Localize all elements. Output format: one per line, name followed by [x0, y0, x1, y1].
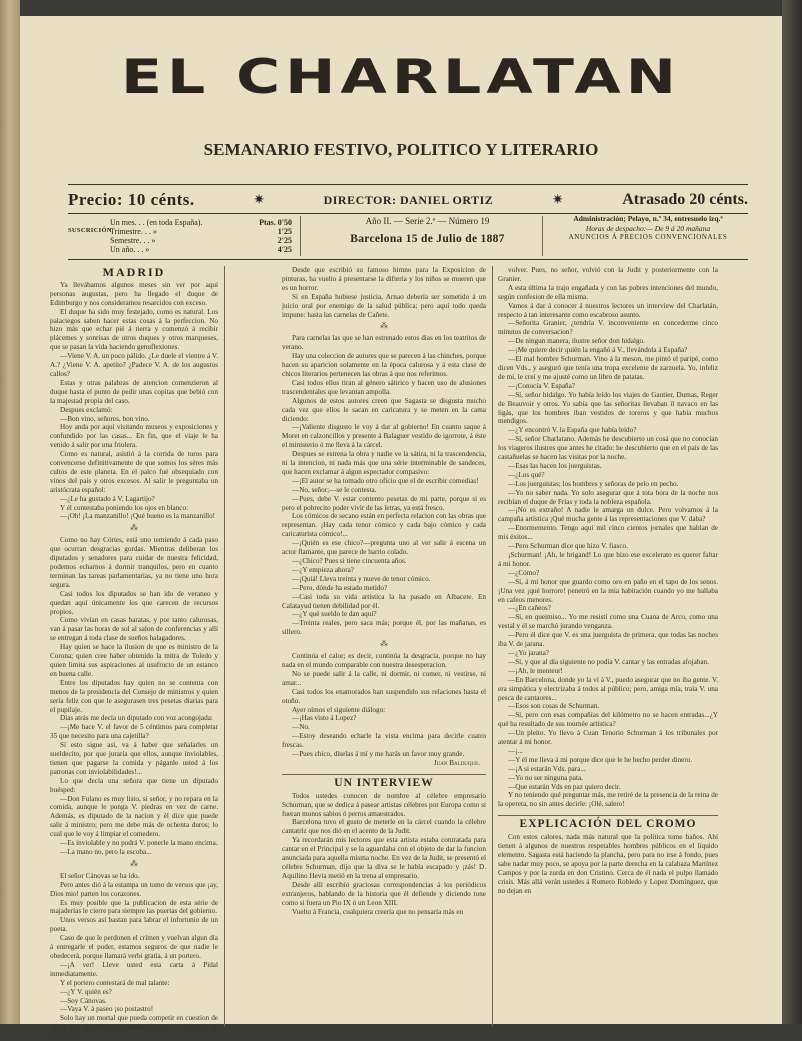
issue-info	[315, 216, 540, 245]
section-stars: ⁂	[380, 321, 388, 331]
section-title-madrid: MADRID	[102, 265, 166, 279]
subscription-row	[110, 245, 292, 254]
section-title-interview: UN INTERVIEW	[282, 774, 486, 788]
article-paragraph: Es muy posible que la publicacion de esta série de majaderías le cierre para siempre las puertas del gobierno.	[50, 898, 218, 916]
article-paragraph: —Pues chico, díselas á mí y me harás un favor muy grande.	[292, 750, 465, 759]
divider	[542, 216, 543, 256]
article-paragraph: Como es natural, asistió á la corrida de toros para convencerse definitivamente de que somos los séres más cultos de este planeta. En el palco fué obsequiado con vinos del país y otros excesos. Al salir le preguntaba un aristócrata español:	[50, 450, 218, 494]
subscription-row	[110, 218, 292, 227]
article-paragraph: —¡No es extraño! A nadie le amarga un dulce. Pero volvamos á la campaña artística ¡Qué mucha gente á las representaciones que V. daba?	[498, 506, 718, 524]
subscription-period: Un año. . . »	[110, 245, 150, 254]
article-paragraph: —¿Yo jarana?	[508, 648, 549, 657]
subscription-row	[110, 236, 292, 245]
article-paragraph: Barcelona tuvo el gusto de meterle en la cárcel cuando la célebre cantatriz que nos dió en el acento de la Judit.	[282, 818, 486, 836]
article-paragraph: Ya llevábamos algunos meses sin ver por aquí personas augustas, pero ha llegado el duque de Edimburgo y nos consideramos resarcidos con exceso.	[50, 280, 218, 307]
section-stars: ⁂	[130, 858, 138, 868]
subscription-rates	[110, 218, 292, 254]
section-stars: ⁂	[380, 639, 388, 649]
article-paragraph: Con estos calores, nada más natural que la política tome baños. Ahí tienen á algunos de nuestros respetables hombres públicos en el líquido elemento. Sagasta está haciendo la plancha, pero para no irse á fondo, pues sabe nadar muy poco, se apoya por la parte derecha en la calabaza Martínez Campos y por la zurda en don Cristino. Cerca de él nada el pulpo llamado crisis. Más allá verán ustedes á Romero Robledo y Lopez Domínguez, que no dejan en	[498, 833, 718, 895]
info-bar	[68, 188, 748, 212]
article-paragraph: —¡Quién es ese chico?—pregunta uno al ver salir á escena un actor flamante, que parece de barrio colado.	[282, 539, 486, 557]
article-paragraph: Y el portero contestará de mal talante:	[60, 978, 170, 987]
divider	[300, 216, 301, 256]
subscription-period: Trimestre. . . »	[110, 227, 157, 236]
column-divider	[492, 266, 493, 1026]
column-divider	[224, 266, 225, 1026]
article-paragraph: Desde allí escribió graciosas correspondencias á los periódicos extranjeros, hablando de la historia que él defiende y diciendo tone como si fuera un Pio IX ó un Leon XIII.	[282, 880, 486, 907]
article-paragraph: Si en España hubiese justicia, Arnao debería ser sometido á un juicio oral por enemigo de la salud pública; pero aquí todo queda impune: hasta las carnelas de Cañete.	[282, 292, 486, 319]
article-paragraph: El señor Cánovas se ha ido.	[60, 871, 140, 880]
masthead-subtitle: SEMANARIO FESTIVO, POLITICO Y LITERARIO	[203, 140, 599, 159]
article-paragraph: —Sí, señor hidalgo. Yo había leído los viajes de Gautier, Dumas, Reger de Beauvoir y otros. Yo sabía que las señoritas llevaban il navaco en las ligás, que los hombres iban vestidos de toreros y que había muchos mendigos.	[498, 390, 718, 426]
director-label: DIRECTOR: DANIEL ORTIZ	[323, 192, 494, 207]
header-bottom-rule	[68, 259, 748, 260]
subscription-price: 2'25	[277, 236, 292, 245]
article-paragraph: Despues se estrena la obra y nadie ve la sátira, ni la trascendencia, ni la intencion, ni nada más que una série interminable de sandeces, que hacen exclamar á algun espectador compasivo:	[282, 450, 486, 476]
admin-ads: ANUNCIOS Á PRECIOS CONVENCIONALES	[568, 233, 728, 241]
newspaper-page	[20, 16, 782, 1041]
article-paragraph: —Treinta reales, pero saca más; porque él, por las mañanas, es sillero.	[282, 619, 486, 637]
section-title-cromo: EXPLICACIÓN DEL CROMO	[498, 815, 718, 829]
star-separator: ✷	[253, 192, 265, 208]
top-rule	[68, 184, 748, 185]
article-paragraph: —¿Y encontró V. la España que había leído?	[508, 426, 637, 435]
article-paragraph: Entre los diputados hay quien no se contenta con menos de la presidencia del Consejo de ministros y quien sería feliz con que le asegurasen tres pesetas diarias para el pupilaje.	[50, 678, 218, 714]
article-paragraph: —¡Conocía V. España?	[508, 381, 576, 390]
article-paragraph: Continúa el calor; es decir, continúa la desgracia, porque no hay nada en el mundo comparable con nuestra desesperacion.	[282, 652, 486, 669]
page-edge	[782, 0, 802, 1024]
article-paragraph: —El mal hombre Schurman. Vino á la meson, me pintó el paripé, como dicen Vds., y aseguró que tenía una tropa excelente de zarzuela. Yo, infeliz de mí, le creí y me ajusté como un libro de patatas.	[498, 355, 718, 381]
article-paragraph: —¡A si estarán Vds. para...	[508, 764, 586, 773]
article-paragraph: —¿Y empieza ahora?	[292, 565, 354, 574]
article-paragraph: Solo hay un mortal que pueda competir en cuestion de ripios con don Antonio: intitúlase Arnao, y es poeta de nacimiento.	[50, 1014, 218, 1041]
article-paragraph: Pero antes dió á la estampa un tomo de versos que ¡ay, Dios mio! parten los corazones.	[50, 880, 218, 898]
subscription-price: 1'25	[277, 227, 292, 236]
price-label: Precio: 10 cénts.	[68, 190, 195, 209]
admin-hours: Horas de despacho:— De 9 á 20 mañana	[585, 223, 711, 233]
masthead-title: EL CHARLATAN	[121, 50, 681, 105]
subscription-price: 4'25	[277, 245, 292, 254]
article-paragraph: —¡Ah, le menteur!	[508, 666, 563, 675]
article-paragraph: —¿Chico? Pues si tiene cincuenta años.	[292, 557, 407, 565]
article-paragraph: —Bon vino, señores, bon vino.	[60, 414, 150, 423]
article-paragraph: —Esos son cosas de Schurman.	[508, 702, 600, 711]
article-paragraph: —Los juerguistas; los hombres y señoras de pelo en pecho.	[508, 479, 679, 488]
article-paragraph: Como vivían en casas baratas, y por tanto calurosas, van á pasar las horas de sol al salon de conferencias y allí se entregan á toda clase de sueños halagadores.	[50, 616, 218, 643]
back-issue-price: Atrasado 20 cénts.	[622, 191, 748, 208]
article-paragraph: —¡El autor se ha tomado otro oficio que el de escribir comedias!	[292, 476, 479, 485]
article-paragraph: —Don Fulano es muy listo, sí señor, y no repara en la comida, aunque le ponga V. piedras en vez de carne. Además, es diputado de la nacion y él dice que puede salir á ministro; pero me debe más de ochenta duros; lo cual que le voy á limpiar el comedero.	[50, 794, 218, 839]
article-paragraph: —Sí, pero con esas compañías del kilómetro no se hacen entradas...¿Y qué ha resultado de sus tournée artística?	[498, 711, 718, 729]
article-paragraph: —Estoy deseando echarle la vista encima para decirle cuatro frescas.	[282, 732, 486, 750]
article-paragraph: Hoy anda por aquí visitando museos y exposiciones y confundido por las casas... En fin, que el viaje le ha venido á salir por una friolera.	[50, 423, 218, 450]
issue-number: Año II. — Serie 2.ª — Número 19	[365, 216, 490, 226]
article-paragraph: Días atrás me decía un diputado con voz acongojada:	[60, 714, 213, 723]
article-paragraph: —¡Oh! ¡La manzanillo! ¡Qué bueno es la manzanillo!	[60, 512, 216, 521]
star-separator: ✷	[551, 192, 564, 208]
article-paragraph: —Señorita Granier, ¿tendría V. inconveniente en concederme cinco minutos de conversacion?	[498, 319, 718, 337]
article-paragraph: —En Barcelona, donde yo la ví á V., puedo asegurar que no iba gente. V. era simpática y electrizaba á todos al público; pero, amiga mía, traía V. una pesca de cantaores...	[498, 675, 718, 702]
article-paragraph: —Sí, en queimiso... Yo me resistí como una Cuana de Arco, como una vestal y él se marchó jurando venganza.	[498, 613, 718, 631]
article-paragraph: —Pero Schurman dice que hizo V. fiasco.	[508, 542, 628, 551]
article-paragraph: —Sí, y que al día siguiente no podía V. cantar y las entradas afojaban.	[508, 657, 709, 666]
article-paragraph: —Yo no saber nada. Yo solo asegurar que á tota hora de la noche nos recibían el duque de Frías y toda la nobleza española.	[498, 488, 718, 506]
article-paragraph: Desde que escribió su famoso himno para la Exposicion de pinturas, ha vuelto á presentarse la difteria y los niños se mueren que es un horror.	[282, 266, 486, 292]
article-paragraph: —Esas las hacen los juerguistas.	[508, 461, 602, 470]
article-paragraph: volver. Pues, no señor, volvió con la Judit y posteriormente con la Granier.	[498, 266, 718, 283]
article-paragraph: —De ningun manera, ilustre señor don hidalgo.	[508, 337, 645, 346]
article-paragraph: —Sí, á mi honor que guardo como oro en paño en el tapo de los senos. ¡Una vez ¡qué horrore! penetró en la mia habitación cuando yo me hallaba en cafeos menores.	[498, 577, 718, 604]
article-paragraph: —No.	[292, 723, 310, 732]
subscription-label: SUSCRICIÓN	[68, 227, 112, 234]
author-signature: Juan Balduque.	[433, 758, 480, 767]
article-paragraph: Los cómicos de secano están en perfecta relacion con las obras que representan. ¡Hay cada tenor cómico y cada bajo cómico y cada caricaturista cómico!...	[282, 512, 486, 539]
article-paragraph: —¿En cañeos?	[508, 604, 551, 613]
column-madrid	[50, 265, 218, 1041]
article-paragraph: Casi todos los diputados se han ido de veraneo y quedan aquí únicamente los que carecen de recursos propios.	[50, 589, 218, 616]
article-paragraph: Ayer oímos el siguiente diálogo:	[292, 705, 386, 714]
article-paragraph: Vamos á dar á conocer á nuestros lectores un interview del Charlatán, respecto á tan interesante como escabroso asunto.	[498, 301, 718, 319]
article-paragraph: Y no teniendo qué preguntar más, me retiré de la presencia de la reina de la opereta, no sin antes decirle: ¡Olé, salero!	[498, 791, 718, 809]
article-paragraph: Vuelto á Francia, cualquiera creería que no pensaría más en	[292, 907, 464, 916]
article-paragraph: —¿Le ha gustado á V. Lagartijo?	[60, 494, 155, 503]
subscription-row	[110, 227, 292, 236]
article-paragraph: —Enormemento. Tengo aquí mil cinco cientos jornales que hablan de mis éxitos...	[498, 524, 718, 542]
article-paragraph: Y él contestaba poniendo los ojos en blanco:	[60, 503, 189, 512]
column-center	[282, 266, 486, 1026]
article-paragraph: Casi todos los enamorados han suspendido sus relaciones hasta el otoño.	[282, 687, 486, 705]
article-paragraph: —¡Has visto á Lopez?	[292, 714, 357, 723]
column-right	[498, 266, 718, 1026]
subscription-period: Un mes. . . (en toda España).	[110, 218, 203, 227]
article-paragraph: Todos ustedes conocen de nombre al célebre empresario Schurman, que se dedica á pasear artistas célebres por Europa como si fueran monos sabios ó perros amaestrados.	[282, 791, 486, 818]
article-paragraph: Ya recordarán mis lectores que esta artista estaba contratada para cantar en el Principal y se la aguardaba con el objeto de dar la funcion anunciada para aquella misma noche. En vez de la Judit, se presentó el célebre Schurman, dijo que la diva se le había escapado y ¡zás! D. Aquilino Hevia metió en la trena al empresario.	[282, 836, 486, 880]
article-paragraph: —¿Y V. quién es?	[60, 987, 112, 996]
subscription-price: Ptas. 0'50	[259, 218, 292, 227]
article-paragraph: Estas y otras palabras de atencion comenzieron al duque hasta el punto de pedir unas copitas que bebió con la majestad propia del caso.	[50, 378, 218, 405]
article-paragraph: —¡Quiá! Lleva treinta y nueve de tenor cómico.	[292, 574, 431, 583]
article-paragraph: —No, señor;—se le contesta.	[292, 485, 377, 494]
article-paragraph: —¡Me hace V. el favor de 5 céntimos para completar 35 que necesito para una cajetilla?	[50, 723, 218, 741]
article-paragraph: —Casi toda su vida artística la ha pasado en Albacete. En Calatayud tienen debilidad por él.	[282, 592, 486, 610]
article-paragraph: —La mano no, pero la escoba...	[60, 848, 152, 856]
admin-address: Administración; Pelayo, n.º 34, entresuelo izq.ª	[573, 214, 723, 223]
section-stars: ⁂	[130, 523, 138, 533]
article-paragraph: Despues exclamó:	[60, 405, 113, 414]
article-paragraph: —¡A ver! Lleve usted esta carta á Pidal inmediatamente.	[50, 960, 218, 978]
article-paragraph: Para carnelas las que se han estrenado estos dias en los teatritos de verano.	[282, 334, 486, 352]
article-paragraph: Casi todos ellos tiran al género sátirico y hacen uso de alusiones trascendentales que levantan ampolla.	[282, 378, 486, 396]
article-paragraph: —Y él me lleva á mi porque dice que le he hecho perder dinero.	[508, 755, 693, 764]
article-paragraph: —Pero él dice que V. es una juerguista de primera, que todas las noches iba V. de jarana.	[498, 631, 718, 649]
article-paragraph: El duque ha sido muy festejado, como es natural. Los palaciegos saben hacer estas cosas á la perfeccion. No hizo más que echar pié á tierra y comenzó á recibir plácemes y sonrisas de otros duques y otros marqueses, que se pasan la vida haciendo genuflexiones.	[50, 307, 218, 352]
article-paragraph: Caso de que le perdonen el crímen y vuelvan algun día á entregarle el poder, estamos seguros de que nadie le obedecerá, porque llamará verbi gratia, á un portero.	[50, 934, 218, 960]
article-paragraph: —¡...	[508, 746, 523, 755]
article-paragraph: —Sí, señor Charlatano. Además he descubierto un cosá que no conocían los viageros ilustres que antes he citado: he descubierto que en el país de las castañuelas se hacen las visitas por la noche.	[498, 435, 718, 462]
article-paragraph: Sí esto sigue así, va á haber que señalarles un sueldecito, por que juraría que ellos, aunque inviolables, tienen que pagarse la comida y páganle usted á los patronas con inviolabilidades!...	[50, 741, 218, 776]
article-paragraph: —Pues, debe V. estar contento pesetas de mi parte, porque si es pero el pobrecito poder vivir de las letras, ya está fresco.	[282, 494, 486, 512]
issue-date: Barcelona 15 de Julio de 1887	[350, 233, 505, 245]
article-paragraph: Algunos de estos autores creen que Sagasta se disgusta mucho cada vez que ellos le sacan en caricatura y se meten en la cama diciendo:	[282, 396, 486, 423]
article-paragraph: ¡Schurman! ¡Ah, le brigand! Lo que hizo ese excelerato es querer faltar á mi honor.	[498, 551, 718, 568]
article-paragraph: No se puede salir á la calle, ni dormir, ni comer, ni vestirse, ni amar...	[282, 669, 486, 687]
article-paragraph: —Pero, dónde ha estado metido?	[292, 583, 388, 592]
article-paragraph: —Viene V. A. un poco pálido. ¿Le duele el vientre á V. A.? ¿Viene V. A. apetito? ¿Padece V. A. de los augustos callos?	[50, 352, 218, 378]
article-paragraph: Como no hay Córtes, está uno temiendo á cada paso que ocurran desgracias gordas. Mientras deliberan los diputados y senadores para cuidar de nuestra felicidad, podemos echarnos á dormir tranquilos, pero en cuanto terminan las tareas parlamentarias, ya no tiene uno hora segura.	[50, 536, 218, 589]
book-binding	[0, 0, 20, 1024]
article-paragraph: —¡Valiente disgusto le voy á dar al gobierno! En cuanto saque á Moret en calzoncillos y presente á Balaguer vestido de igorrote, á éste el ministerio ó me lleva á la cárcel.	[282, 423, 486, 450]
article-paragraph: Hay una coleccion de autores que se parecen á las chinches, porque hacen su aparicion solamente en la época calurosa y á esta clase de chicos literarios pertenecen las obras á que nos referimos.	[282, 352, 486, 378]
article-paragraph: —Un pleito. Yo llevo á Cuan Tenorio Schurman á los tribunales por atentar á mi honor.	[498, 729, 718, 747]
article-paragraph: —Soy Cánovas.	[60, 996, 107, 1005]
article-paragraph: —Yo no ser ninguna pata.	[508, 773, 583, 782]
administration-info	[548, 214, 748, 243]
subscription-block	[68, 216, 293, 256]
article-paragraph: —Vaya V. á paseo ¡so postastro!	[60, 1005, 154, 1014]
article-paragraph: Unos versos así bastan para labrar el infortunio de un poeta.	[50, 916, 218, 934]
article-paragraph: A esta última la trajo engañada y con las pobres intenciones del mundo, según confesion de ella misma.	[498, 283, 718, 301]
article-paragraph: Lo que decía una señora que tiene un diputado huésped:	[50, 776, 218, 794]
subscription-period: Semestre. . . »	[110, 236, 156, 245]
article-paragraph: —Es inviolable y no podrá V. ponerle la mano encima.	[60, 839, 218, 848]
article-paragraph: —¿Los qué?	[508, 470, 545, 479]
article-paragraph: —¿Cómo?	[508, 568, 540, 577]
article-paragraph: —Que estarán Vds en paz quiero decir.	[508, 782, 621, 791]
article-paragraph: —¡Me quiere decir quién la engañó á V., llevándola á España?	[508, 346, 688, 355]
article-paragraph: —¿Y qué sueldo le dan aquí?	[292, 610, 377, 619]
article-paragraph: Hay quien se hace la ilusion de que es ministro de la Corona; quien cree haber obtenido la mitra de Toledo y quien limita sus aspiraciones al usufructo de un estanco en buena calle.	[50, 643, 218, 678]
